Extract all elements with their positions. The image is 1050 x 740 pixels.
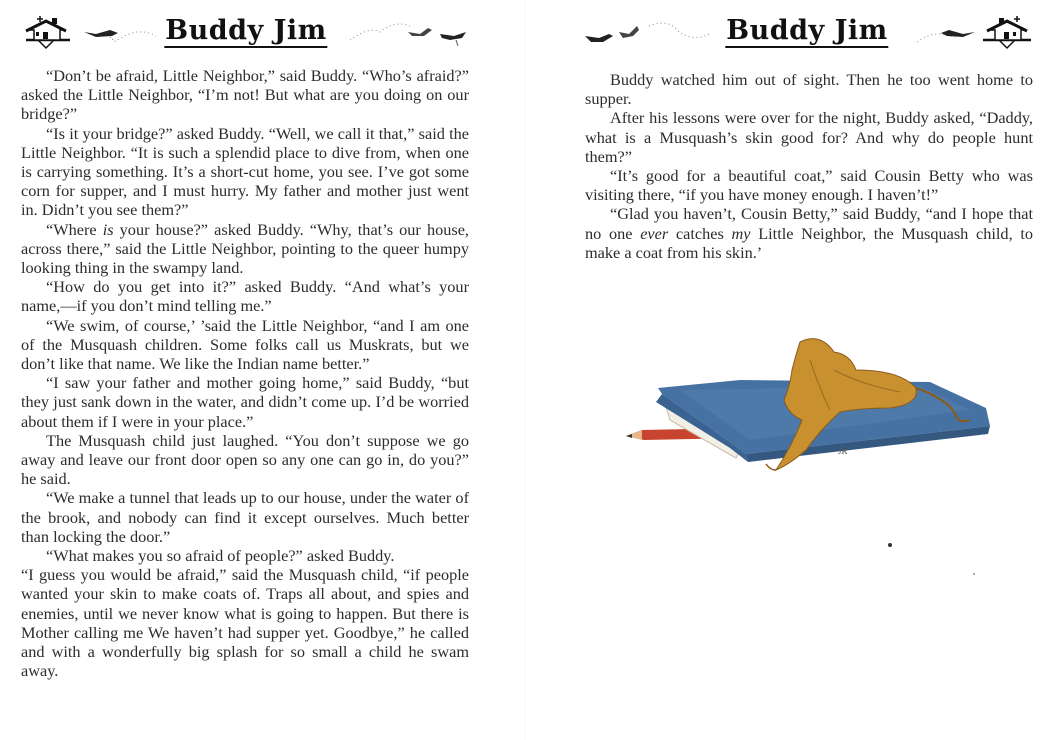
- ink-speck: [888, 543, 892, 547]
- emphasis: ever: [640, 223, 669, 243]
- page-title: Buddy Jim: [726, 15, 888, 46]
- page-header: [583, 14, 1031, 54]
- text-run: “Glad you haven’t, Cousin Betty,” said Buddy, “and I hope that no one: [585, 204, 1033, 243]
- paragraph: “We swim, of course,’ ’said the Little Neighbor, “and I am one of the Musquash children. Some folks call us Muskrats, but we don’t like that name. We like the Indian name better.”: [21, 315, 469, 374]
- body-text: [21, 66, 469, 681]
- artist-signature: JR: [838, 446, 848, 456]
- body-text: [585, 70, 1033, 262]
- emphasis: is: [102, 219, 114, 239]
- bird-icon: [937, 24, 977, 44]
- paragraph: “We make a tunnel that leads up to our house, under the water of the brook, and nobody can find it except ourselves. Much better than locking the door.”: [21, 488, 469, 546]
- paragraph: “How do you get into it?” asked Buddy. “And what’s your name,—if you don’t mind telling me.”: [21, 277, 469, 316]
- paragraph: “What makes you so afraid of people?” asked Buddy.: [46, 546, 395, 566]
- paragraph: “Is it your bridge?” asked Buddy. “Well, we call it that,” said the Little Neighbor. “It is such a splendid place to dive from, when one is carrying something. It’s a short-cut home, you see. I’ve got some corn for supper, and I must hurry. My father and mother just went in. Didn’t you see them?”: [21, 123, 469, 220]
- flying-birds-icon: [583, 22, 653, 50]
- paragraph: [21, 220, 469, 278]
- text-run: “Where: [46, 219, 103, 239]
- birdhouse-icon: [22, 16, 78, 50]
- text-run: your house?” asked Buddy. “Why, that’s our house, across there,” said the Little Neighbor, pointing to the queer humpy looking thing in the swampy land.: [21, 219, 469, 278]
- paragraph: “Don’t be afraid, Little Neighbor,” said Buddy. “Who’s afraid?” asked the Little Neighbor, “I’m not! But what are you doing on our bridge?”: [21, 66, 469, 124]
- dotted-trail-icon: [350, 18, 410, 46]
- page-header: [22, 14, 470, 54]
- paragraph: Buddy watched him out of sight. Then he too went home to supper.: [585, 70, 1033, 109]
- paragraph: [585, 204, 1033, 262]
- paragraph: The Musquash child just laughed. “You don’t suppose we go away and leave our front door open so any one can go in, do you?” he said.: [21, 430, 469, 489]
- bird-icon: [82, 24, 122, 44]
- paragraph: “It’s good for a beautiful coat,” said Cousin Betty who was visiting there, “if you have money enough. I haven’t!”: [585, 166, 1033, 205]
- ink-speck: [973, 573, 975, 575]
- birdhouse-icon: [979, 16, 1035, 50]
- text-run: Little Neighbor, the Musquash child, to make a coat from his skin.’: [585, 223, 1034, 262]
- text-run: catches: [668, 223, 732, 243]
- dotted-trail-icon: [649, 18, 709, 46]
- flying-birds-icon: [406, 20, 470, 50]
- book-leaf-illustration: [620, 330, 1000, 480]
- page-title: Buddy Jim: [165, 15, 327, 46]
- emphasis: my: [731, 223, 751, 243]
- paragraph: “I guess you would be afraid,” said the Musquash child, “if people wanted your skin to make coats of. Traps all about, and spies and enemies, until we never know what is going to happen. But there is Mother calling me We haven’t had supper yet. Goodbye,” he called and with a wonderfully big splash for so small a child he swam away.: [21, 565, 469, 681]
- dotted-trail-icon: [118, 22, 158, 46]
- paragraph: “I saw your father and mother going home,” said Buddy, “but they just sank down in the water, and didn’t come up. I’d be worried about them if I were in your place.”: [21, 373, 469, 431]
- paragraph: After his lessons were over for the night, Buddy asked, “Daddy, what is a Musquash’s skin good for? And why do people hunt them?”: [585, 108, 1033, 166]
